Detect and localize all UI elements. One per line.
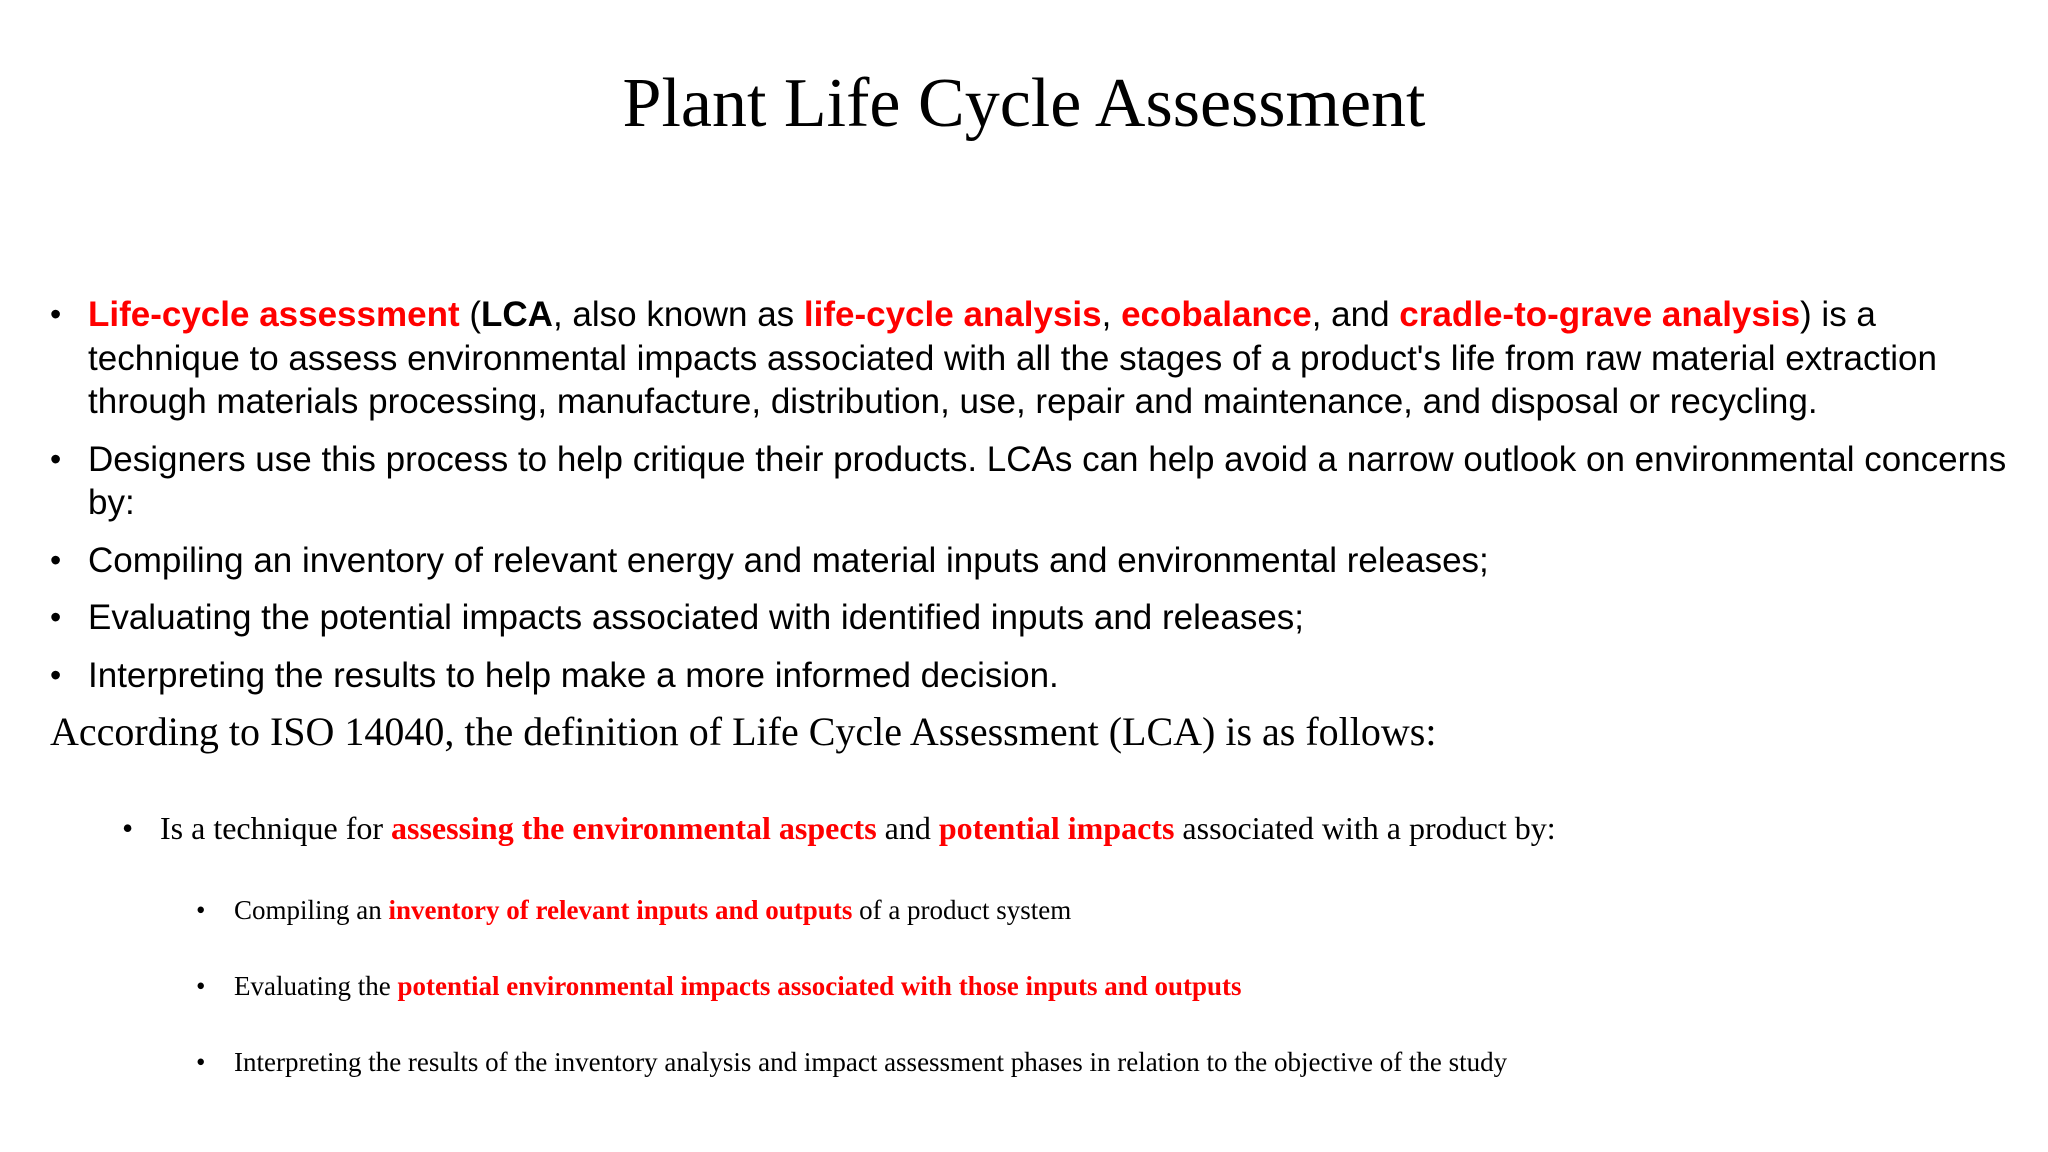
bullet-dot: •: [122, 810, 134, 846]
bullet-compiling-inventory: • Compiling an inventory of relevant energy and material inputs and environmental releases;: [48, 539, 2018, 583]
text-fragment: ) is a technique to assess environmental impacts associated with all the stages of a product's life from raw material extraction through materials processing, manufacture, distribution, use, repair and maintenance, and disposal or recycling.: [88, 295, 1937, 421]
term-assessing-aspects: assessing the environmental aspects: [391, 810, 877, 846]
slide-title: Plant Life Cycle Assessment: [622, 65, 1426, 142]
text-fragment: Interpreting the results of the inventory analysis and impact assessment phases in relation to the objective of the study: [234, 1047, 1508, 1077]
text-fragment: associated with a product by:: [1174, 810, 1556, 846]
bullet-dot: •: [196, 971, 206, 1001]
text-fragment: , also known as: [552, 295, 804, 334]
iso-sub-bullet-compiling: [196, 893, 1071, 927]
bullet-dot: •: [196, 895, 206, 925]
bullet-evaluating-impacts: • Evaluating the potential impacts associated with identified inputs and releases;: [48, 596, 2018, 640]
text-fragment: Compiling an: [234, 895, 389, 925]
iso-sub-bullet-interpreting: [196, 1045, 1507, 1079]
term-life-cycle-analysis: life-cycle analysis: [803, 295, 1102, 334]
iso-14040-intro: According to ISO 14040, the definition of Life Cycle Assessment (LCA) is as follows:: [50, 709, 1437, 754]
term-life-cycle-assessment: Life-cycle assessment: [88, 295, 460, 334]
lca-bullet-list: [48, 293, 2018, 711]
text-fragment: Evaluating the: [234, 971, 398, 1001]
text-fragment: ,: [1101, 295, 1122, 334]
term-potential-impacts: potential impacts: [938, 810, 1175, 846]
iso-level2-bullet: [122, 808, 1556, 848]
text-fragment: , and: [1311, 295, 1400, 334]
bullet-interpreting-results: • Interpreting the results to help make a more informed decision.: [48, 654, 2018, 698]
text-fragment: and: [876, 810, 939, 846]
bullet-designers: • Designers use this process to help critique their products. LCAs can help avoid a narrow outlook on environmental concerns by:: [48, 438, 2018, 525]
term-cradle-to-grave: cradle-to-grave analysis: [1399, 295, 1801, 334]
term-inventory-inputs-outputs: inventory of relevant inputs and outputs: [388, 895, 853, 925]
term-ecobalance: ecobalance: [1121, 295, 1312, 334]
text-fragment: Is a technique for: [160, 810, 392, 846]
bullet-lca-definition: [48, 293, 2018, 424]
term-potential-environmental-impacts: potential environmental impacts associated with those inputs and outputs: [397, 971, 1242, 1001]
iso-sub-bullet-evaluating: [196, 969, 1242, 1003]
term-lca: LCA: [481, 295, 553, 334]
text-fragment: (: [459, 295, 481, 334]
text-fragment: of a product system: [852, 895, 1072, 925]
bullet-dot: •: [196, 1047, 206, 1077]
